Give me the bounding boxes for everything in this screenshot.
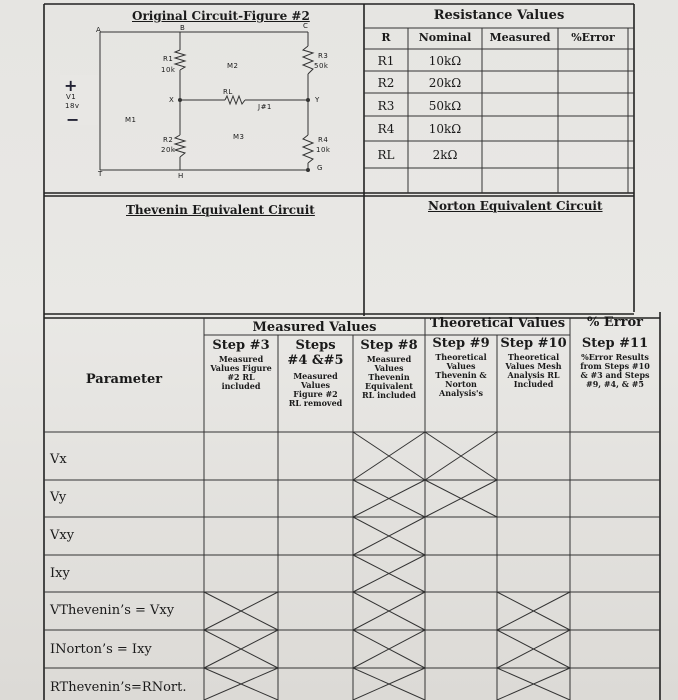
col-step11-title: Step #11	[581, 336, 649, 351]
r1-value-label: 10k	[161, 66, 176, 74]
col-step9-desc: Theoretical Values Thevenin & Norton Analysis's	[435, 352, 487, 398]
node-g-label: G	[317, 164, 323, 172]
col-step45-title: Steps #4 &#5	[287, 338, 344, 368]
r1-name-label: R1	[163, 55, 174, 63]
col-step45	[278, 338, 353, 408]
col-step8	[353, 338, 425, 400]
col-step10	[497, 336, 570, 389]
cell-vx-step45[interactable]	[278, 432, 353, 480]
r2-name-label: R2	[163, 136, 174, 144]
col-step9-title: Step #9	[432, 336, 490, 351]
r3-value-label: 50k	[314, 62, 329, 70]
res-row-r2-name: R2	[377, 76, 395, 90]
res-header-error: %Error	[571, 31, 615, 44]
group-error-header: % Error	[586, 315, 643, 330]
circuit-diagram	[60, 20, 360, 190]
col-step9	[425, 336, 497, 398]
col-step10-title: Step #10	[500, 336, 567, 351]
node-c-label: C	[303, 22, 309, 30]
col-step3-desc: Measured Values Figure #2 RL included	[210, 354, 272, 391]
res-row-r3-name: R3	[377, 99, 395, 113]
cell-vx-step11[interactable]	[570, 432, 660, 480]
node-y-label: Y	[315, 96, 320, 104]
res-header-measured: Measured	[489, 31, 551, 44]
res-row-r4-name: R4	[377, 122, 395, 136]
resistance-table-title: Resistance Values	[433, 8, 565, 23]
col-step11-desc: %Error Results from Steps #10 & #3 and Steps #9, #4, & #5	[580, 352, 650, 389]
rl-name-label: RL	[223, 88, 233, 96]
parameter-header: Parameter	[85, 372, 163, 387]
r2-value-label: 20k	[161, 146, 176, 154]
row-label-ixy: Ixy	[50, 566, 70, 581]
mesh-m1-label: M1	[125, 116, 137, 124]
res-row-r1-nominal: 10kΩ	[428, 54, 462, 68]
j1-label: J#1	[258, 103, 272, 111]
norton-title: Norton Equivalent Circuit	[428, 199, 603, 213]
circuit-title: Original Circuit-Figure #2	[132, 9, 310, 23]
row-label-vthevenin: VThevenin’s = Vxy	[50, 603, 175, 618]
thevenin-title: Thevenin Equivalent Circuit	[126, 203, 315, 217]
col-step8-title: Step #8	[360, 338, 418, 353]
res-row-r2-nominal: 20kΩ	[428, 76, 462, 90]
res-row-rl-name: RL	[377, 148, 395, 162]
r4-name-label: R4	[318, 136, 329, 144]
r4-value-label: 10k	[316, 146, 331, 154]
node-x-label: X	[169, 96, 175, 104]
group-theoretical-header: Theoretical Values	[429, 316, 566, 331]
source-value: 18v	[65, 102, 80, 110]
node-t-label: T	[98, 170, 103, 178]
node-h-label: H	[178, 172, 184, 180]
row-label-vy: Vy	[50, 490, 67, 505]
res-row-r4-nominal: 10kΩ	[428, 122, 462, 136]
row-label-rthevenin: RThevenin’s=RNort.	[50, 680, 187, 695]
cell-vx-step10[interactable]	[497, 432, 570, 480]
mesh-m2-label: M2	[227, 62, 239, 70]
mesh-m3-label: M3	[233, 133, 245, 141]
col-step11	[570, 336, 660, 389]
res-header-nominal: Nominal	[418, 31, 472, 44]
row-label-vx: Vx	[50, 452, 67, 467]
r3-name-label: R3	[318, 52, 329, 60]
battery-plus: +	[64, 76, 78, 95]
col-step45-desc: Measured Values Figure #2 RL removed	[288, 371, 343, 408]
res-row-r3-nominal: 50kΩ	[428, 99, 462, 113]
source-label: V1	[66, 93, 77, 101]
col-step10-desc: Theoretical Values Mesh Analysis RL Included	[505, 352, 562, 389]
group-measured-header: Measured Values	[252, 320, 377, 335]
battery-minus: −	[66, 110, 80, 129]
res-row-r1-name: R1	[377, 54, 395, 68]
col-step3-title: Step #3	[212, 338, 270, 353]
res-header-r: R	[381, 31, 391, 44]
node-a-label: A	[96, 26, 102, 34]
col-step8-desc: Measured Values Thevenin Equivalent RL included	[362, 354, 416, 400]
row-label-inorton: INorton’s = Ixy	[50, 642, 152, 657]
res-row-rl-nominal: 2kΩ	[432, 148, 458, 162]
row-label-vxy: Vxy	[50, 528, 75, 543]
node-b-label: B	[180, 24, 186, 32]
col-step3	[204, 338, 278, 391]
cell-vx-step3[interactable]	[204, 432, 278, 480]
